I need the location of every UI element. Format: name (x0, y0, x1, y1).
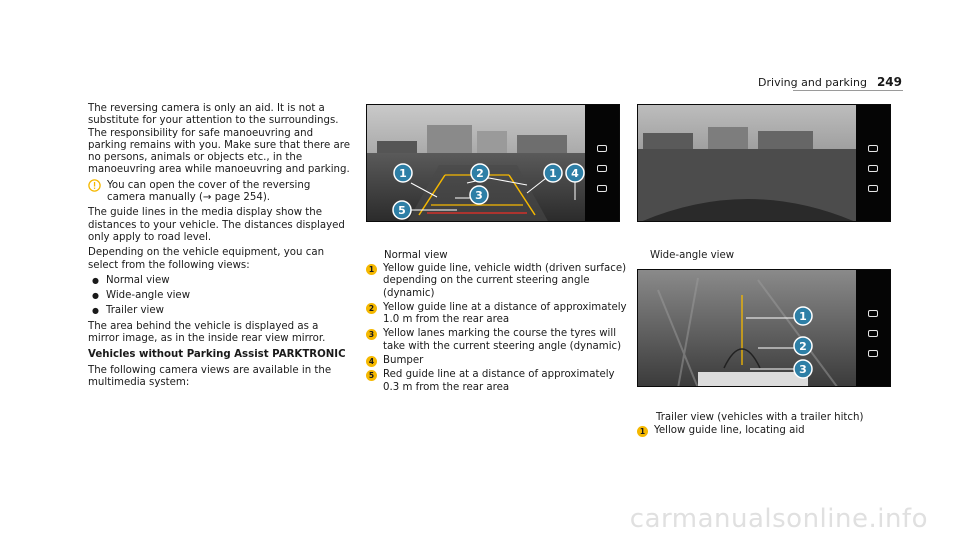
list-item (88, 290, 350, 302)
legend-item (366, 355, 628, 367)
view-option: Trailer view (105, 305, 164, 317)
callout (544, 164, 562, 182)
wide-angle-caption: Wide-angle view (650, 250, 735, 261)
callout-label: 3 (475, 189, 483, 202)
list-item (88, 275, 350, 287)
list-item (88, 305, 350, 317)
legend-item (366, 369, 628, 394)
camera-scene (638, 270, 891, 387)
view-option: Normal view (105, 274, 170, 286)
callout-label: 3 (799, 363, 807, 376)
camera-sidebar (856, 270, 890, 386)
callout (794, 360, 812, 378)
number-badge: 4 (366, 356, 377, 367)
normal-view-caption: Normal view (384, 250, 448, 261)
legend-item (366, 328, 628, 353)
legend-text: Bumper (383, 355, 424, 367)
callout-label: 2 (476, 167, 484, 180)
callout (794, 307, 812, 325)
callout (794, 337, 812, 355)
camera-icon (868, 145, 878, 152)
legend-item (637, 425, 899, 437)
legend-item (366, 302, 628, 327)
normal-view-image (366, 104, 620, 222)
callout (566, 164, 584, 182)
number-badge: 1 (637, 426, 648, 437)
camera-icon (597, 145, 607, 152)
camera-views-paragraph: The following camera views are available in the multimedia system: (88, 364, 332, 388)
trailer-view-legend (637, 425, 899, 439)
normal-view-legend (366, 263, 628, 396)
note-text: You can open the cover of the reversing camera manually (→ page 254). (107, 179, 311, 204)
watermark: carmanualsonline.info (629, 503, 928, 533)
legend-text: Yellow guide line, locating aid (654, 425, 805, 436)
callout (393, 201, 411, 219)
callout-label: 1 (799, 310, 807, 323)
views-intro: Depending on the vehicle equipment, you can select from the following views: (88, 247, 325, 271)
callout-label: 2 (799, 340, 807, 353)
intro-column (88, 103, 350, 392)
car-icon (597, 165, 607, 172)
legend-text: Red guide line at a distance of approximately 0.3 m from the rear area (383, 369, 615, 393)
callout (470, 186, 488, 204)
subheading: Vehicles without Parking Assist PARKTRONIC (88, 349, 346, 361)
header-divider (793, 90, 903, 91)
callout-label: 4 (571, 167, 579, 180)
car-icon (868, 330, 878, 337)
view-option: Wide-angle view (105, 290, 191, 302)
camera-sidebar (856, 105, 890, 221)
camera-scene (367, 105, 620, 222)
number-badge: 3 (366, 329, 377, 340)
trailer-icon (868, 350, 878, 357)
mirror-paragraph: The area behind the vehicle is displayed as a mirror image, as in the inside rear view mirror. (88, 320, 326, 345)
camera-icon (868, 310, 878, 317)
trailer-icon (868, 185, 878, 192)
callout-label: 5 (398, 204, 406, 217)
section-title: Driving and parking (758, 76, 867, 89)
note (88, 180, 350, 205)
callout-label: 1 (399, 167, 407, 180)
camera-sidebar (585, 105, 619, 221)
callout (471, 164, 489, 182)
legend-text: Yellow guide line at a distance of approximately 1.0 m from the rear area (383, 301, 627, 326)
trailer-view-caption: Trailer view (vehicles with a trailer hitch) (656, 412, 864, 423)
page-number: 249 (876, 75, 902, 89)
number-badge: 5 (366, 370, 377, 381)
callout (394, 164, 412, 182)
legend-text: Yellow guide line, vehicle width (driven surface) depending on the current steering angle (dynamic) (383, 263, 627, 299)
car-icon (868, 165, 878, 172)
bullet-icon: ● (92, 275, 99, 285)
info-note-icon (88, 179, 101, 192)
wide-angle-view-image (637, 104, 891, 222)
guide-lines-paragraph: The guide lines in the media display show the distances to your vehicle. The distances displayed only apply to road level. (88, 207, 345, 243)
callout-label: 1 (549, 167, 557, 180)
legend-item (366, 263, 628, 300)
bullet-icon: ● (92, 306, 99, 316)
number-badge: 2 (366, 303, 377, 314)
camera-scene (638, 105, 891, 222)
trailer-view-image (637, 269, 891, 387)
number-badge: 1 (366, 264, 377, 275)
page-header (758, 76, 902, 89)
trailer-icon (597, 185, 607, 192)
legend-text: Yellow lanes marking the course the tyres will take with the current steering angle (dynamic) (383, 328, 622, 352)
bullet-icon: ● (92, 291, 99, 301)
intro-paragraph: The reversing camera is only an aid. It is not a substitute for your attention to the surroundings. The responsibility for safe manoeuvring and parking remains with you. Make sure that there are no persons, animals or objects etc., in the manoeuvring area while manoeuvring and parking. (88, 103, 350, 176)
